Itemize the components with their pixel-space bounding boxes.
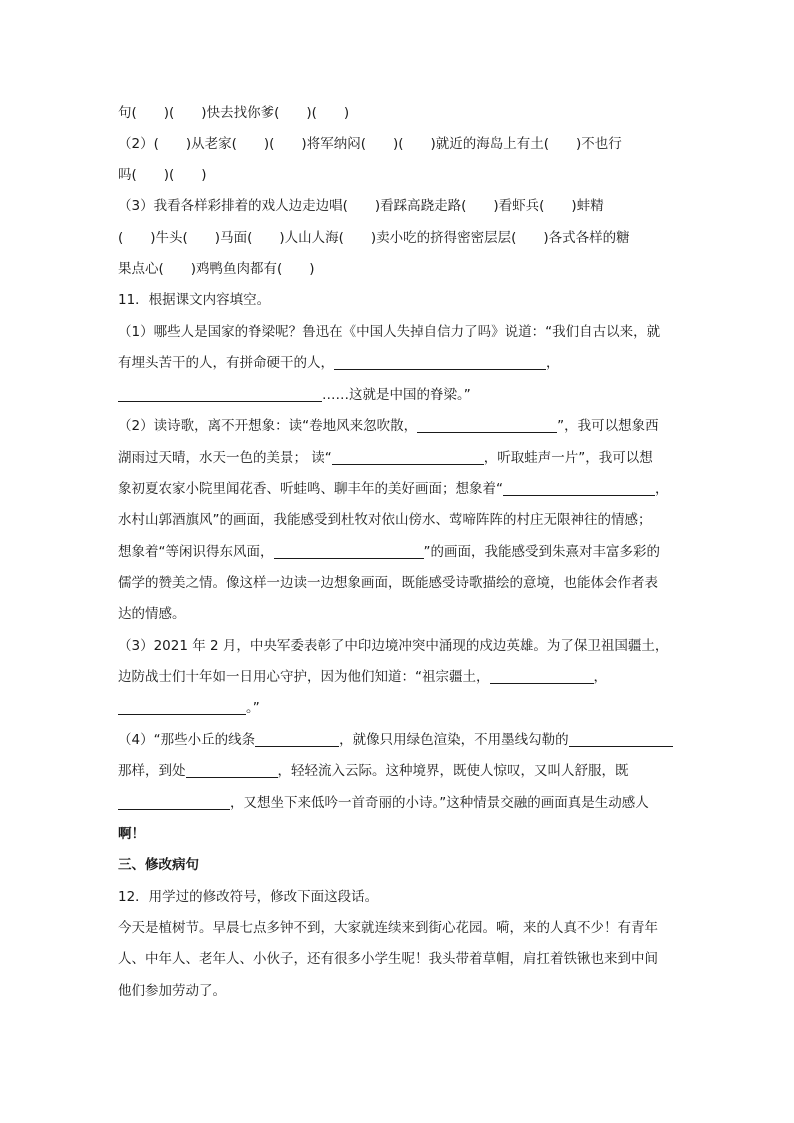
text-line — [118, 698, 678, 718]
text-segment: ”，我可以想象西 — [557, 418, 659, 434]
text-line — [118, 667, 678, 687]
text-line: 他们参加劳动了。 — [118, 983, 226, 999]
blank-line — [334, 355, 546, 370]
text-segment: ，听取蛙声一片”，我可以想 — [483, 450, 653, 466]
text-segment: 。” — [246, 700, 260, 716]
text-line — [118, 479, 678, 499]
text-line: ( )牛头( )马面( )人山人海( )卖小吃的挤得密密层层( )各式各样的糖 — [118, 230, 630, 246]
section-heading: 三、修改病句 — [118, 857, 199, 873]
blank-line — [569, 732, 673, 747]
question-12-title: 12．用学过的修改符号，修改下面这段话。 — [118, 889, 379, 905]
text-segment: ， — [546, 355, 560, 371]
text-segment: 那样，到处 — [118, 763, 186, 779]
text-line: （2）( )从老家( )( )将军纳闷( )( )就近的海岛上有土( )不也行 — [118, 136, 622, 152]
blank-line — [490, 669, 594, 684]
text-segment: 想象着“等闲识得东风面， — [118, 544, 274, 560]
text-line: 人、中年人、老年人、小伙子，还有很多小学生呢！我头带着草帽，肩扛着铁锹也来到中间 — [118, 951, 658, 967]
blank-line — [417, 418, 557, 433]
text-line: 达的情感。 — [118, 606, 186, 622]
text-line — [118, 416, 678, 436]
text-line — [118, 448, 678, 468]
blank-line — [332, 450, 484, 465]
text-line — [118, 793, 678, 813]
text-segment: （2）读诗歌，离不开想象：读“卷地风来忽吹散， — [118, 418, 418, 434]
text-segment: （4）“那些小丘的线条 — [118, 732, 256, 748]
text-line: 句( )( )快去找你爹( )( ) — [118, 105, 350, 121]
text-line: 啊！ — [118, 826, 145, 842]
text-line: 果点心( )鸡鸭鱼肉都有( ) — [118, 261, 315, 277]
text-line: （1）哪些人是国家的脊梁呢？鲁迅在《中国人失掉自信力了吗》说道：“我们自古以来，就 — [118, 324, 661, 340]
text-line — [118, 353, 678, 373]
blank-line — [186, 763, 278, 778]
blank-line — [118, 700, 246, 715]
text-segment: ，又想坐下来低吟一首奇丽的小诗。”这种情景交融的画面真是生动感人 — [230, 795, 649, 811]
text-segment: ， — [655, 481, 669, 497]
text-line: 吗( )( ) — [118, 167, 207, 183]
text-segment: ”的画面，我能感受到朱熹对丰富多彩的 — [423, 544, 660, 560]
text-line: 儒学的赞美之情。像这样一边读一边想象画面，既能感受诗歌描绘的意境，也能体会作者表 — [118, 575, 658, 591]
text-segment: 湖雨过天晴，水天一色的美景； 读“ — [118, 450, 332, 466]
text-line: 水村山郭酒旗风”的画面，我能感受到杜牧对依山傍水、莺啼阵阵的村庄无限神往的情感； — [118, 512, 652, 528]
text-segment: ，就像只用绿色渲染，不用墨线勾勒的 — [339, 732, 569, 748]
text-line — [118, 730, 678, 750]
blank-line — [118, 795, 230, 810]
text-line — [118, 761, 678, 781]
blank-line — [503, 481, 655, 496]
text-line: （3）2021 年 2 月，中央军委表彰了中印边境冲突中涌现的戍边英雄。为了保卫祖国疆土， — [118, 638, 669, 654]
text-segment: 边防战士们十年如一日用心守护，因为他们知道：“祖宗疆土， — [118, 669, 490, 685]
text-line: 今天是植树节。早晨七点多钟不到，大家就连续来到街心花园。嗬，来的人真不少！有青年 — [118, 920, 658, 936]
blank-line — [255, 732, 339, 747]
text-line: （3）我看各样彩排着的戏人边走边唱( )看踩高跷走路( )看虾兵( )蚌精 — [118, 198, 604, 214]
text-segment: 象初夏农家小院里闻花香、听蛙鸣、聊丰年的美好画面；想象着“ — [118, 481, 503, 497]
text-line — [118, 542, 678, 562]
text-segment: ， — [593, 669, 607, 685]
question-11-title: 11．根据课文内容填空。 — [118, 292, 271, 308]
text-segment: 有埋头苦干的人，有拼命硬干的人， — [118, 355, 334, 371]
text-segment: ……这就是中国的脊梁。” — [322, 387, 471, 403]
blank-line — [118, 387, 322, 402]
text-line — [118, 385, 678, 405]
blank-line — [274, 544, 424, 559]
text-segment: ，轻轻流入云际。这种境界，既使人惊叹，又叫人舒服，既 — [277, 763, 629, 779]
